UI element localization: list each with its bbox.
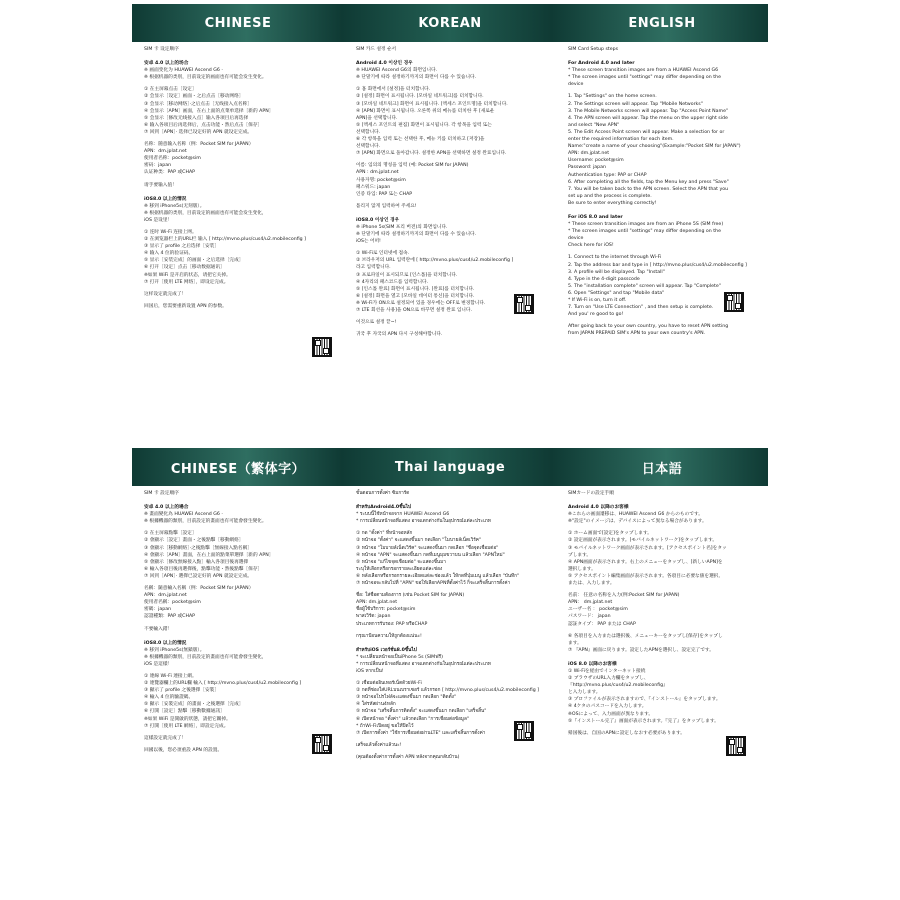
- instruction-line: Check here for iOS!: [568, 243, 614, 249]
- instruction-line: set up and the process is complete.: [568, 193, 652, 199]
- instruction-line: ชื่อผู้ใช้บริการ: pocket@sim: [356, 607, 416, 613]
- section-heading: iOS8.0 以上的情況: [144, 640, 187, 646]
- instruction-line: ③ 프로파일이 표시되므로 [인스톨]을 터치합니다.: [356, 272, 458, 278]
- column-english: [556, 42, 768, 338]
- instruction-line: * การเปลี่ยนหน้าจอที่แสดง อาจแตกต่างกันในอุปกรณ์แต่ละประเภท: [356, 661, 491, 667]
- instruction-line: 6. After completing all the fields, tap the Menu key and press "Save": [568, 179, 729, 185]
- header-thai: Thai language: [394, 459, 506, 475]
- instruction-line: ⑥ หลังเลือกหรือกรอกรายละเอียดแต่ละช่องแล้ว ให้กดที่ปุ่มเมนู แล้วเลือก "บันทึก": [356, 573, 520, 579]
- section-heading: Android 4.0 以降のお客様: [568, 505, 629, 511]
- instruction-line: ② หน้าจอ "ตั้งค่า" จะแสดงขึ้นมา กดเลือก "โมบายล์เน็ตเวิร์ค": [356, 538, 482, 544]
- instruction-line: ⑦ หน้าจอจะกลับไปที่ "APN" ขอให้เลือกAPNที่ตั้งค่าไว้ ก็จะเสร็จสิ้นการตั้งค่า: [356, 581, 511, 587]
- instruction-line: ⑥ 打开［设定］点击［移动数据通讯］: [144, 265, 225, 271]
- instruction-line: 選択します。: [568, 566, 596, 572]
- instruction-line: ⑦ [APN] 화면으로 돌아갑니다. 설정한 APN을 선택하면 설정 완료입니다.: [356, 151, 507, 157]
- instruction-line: * The screen images until "settings" may differ depending on the: [568, 229, 721, 235]
- instruction-line: 라고 입력합니다.: [356, 265, 391, 271]
- instruction-line: ※ 단말기에 따라 설정하기까지의 화면이 다를 수 있습니다.: [356, 75, 476, 81]
- language-header-band: [132, 4, 768, 42]
- spacer: [568, 207, 760, 212]
- instruction-line: ② 会显示［设定］画面・之后点击［移动网络］: [144, 94, 244, 100]
- instruction-line: 回国后，您需要重新设置 APN 的参数。: [144, 303, 227, 309]
- instruction-line: ⑤ 會顯示［修改無線接入點］輸入各項目後再選擇: [144, 559, 249, 565]
- instruction-line: iOS 是這樣！: [144, 661, 173, 667]
- instruction-line: ※ 根据机器的类别，目前设定的画面也有可能会发生变化，: [144, 210, 267, 216]
- instruction-line: ④ 会显示［APN］画面，在右上面的点菜单选择［新的 APN］: [144, 108, 274, 114]
- instruction-line: APN：dm.jplat.net: [144, 149, 187, 155]
- instruction-line: 2. The Settings screen will appear. Tap "Mobile Networks": [568, 101, 703, 107]
- instruction-line: APN]을 선택합니다.: [356, 115, 398, 121]
- header-chinese-traditional: CHINESE（繁体字）: [170, 461, 306, 477]
- instruction-line: 7. You will be taken back to the APN screen. Select the APN that you: [568, 186, 729, 192]
- instruction-line: 선택합니다.: [356, 129, 381, 135]
- instruction-line: 7. Turn on "Use LTE Connection" , and then setup is complete.: [568, 305, 714, 311]
- instruction-line: ① Wi-Fiを経由でインターネット接続: [568, 668, 646, 674]
- instruction-line: ※ 移到 iPhone5s(无刻版）。: [144, 203, 205, 209]
- spacer: [144, 189, 336, 194]
- instruction-line: ます。: [568, 640, 582, 646]
- instruction-line: * These screen transition images are from a HUAWEI Ascend G6: [568, 68, 719, 74]
- instruction-line: ⑥ 輸入各項目後再選擇後，點擊功能・然後點擊［保存］: [144, 566, 263, 572]
- instruction-line: ※ 画面变化为 HUAWEI Ascend G6 ·: [144, 68, 223, 74]
- instruction-line: ③ [모바일 네트워크] 화면이 표시됩니다. [액세스 포인트명]을 터치합니다.: [356, 101, 508, 107]
- instruction-line: * If Wi-Fi is on, turn it off.: [568, 298, 627, 303]
- instruction-line: ① เชื่อมต่ออินเทอร์เน็ตด้วยWi-Fi: [356, 681, 422, 687]
- instruction-line: iOS는 어떠!: [356, 239, 381, 245]
- instruction-line: ⑤ [액세스 포인트의 편집] 화면이 표시됩니다. 각 항목을 입력 또는: [356, 122, 492, 128]
- instruction-line: * ถ้าWi-Fiเปิดอยู่ ขอให้ปิดไว้: [356, 723, 414, 729]
- instruction-line: Name:"create a name of your choosing"(Example:"Pocket SIM for JAPAN"): [568, 144, 741, 150]
- instruction-sheet-top: [132, 4, 768, 338]
- qr-code-icon: [514, 294, 534, 314]
- instruction-line: ⑦ 打開［使用 LTE 網絡］，即設定完成。: [144, 723, 229, 729]
- instruction-line: ③ プロファイルが表示されますので、『インストール』をタップします。: [568, 697, 721, 703]
- spacer: [356, 53, 548, 58]
- instruction-line: * จะเปลี่ยนหน้าจอเป็นiPhone 5s (SIMฟรี): [356, 654, 443, 660]
- instruction-line: Username: pocket@sim: [568, 158, 624, 164]
- section-heading: iOS 8.0 以降のお客様: [568, 661, 617, 667]
- instruction-line: device: [568, 82, 584, 88]
- instruction-line: ⑦ 回到［APN］· 选择已设定好的 APN 就设定完成。: [144, 129, 253, 135]
- column-japanese: [556, 486, 768, 761]
- instruction-line: ※如果 WiFi 是開啟的狀態，請把它關掉。: [144, 716, 231, 722]
- section-heading: 安卓 4.0 以上的場合: [144, 505, 189, 511]
- instruction-line: ⑦ 打开［使用 LTE 网络］，即设定完成。: [144, 279, 229, 285]
- instruction-line: ① กด "ตั้งค่า" ที่หน้าจอหลัก: [356, 531, 413, 537]
- instruction-line: ④ 4ケタのパスコードを入力します。: [568, 704, 647, 710]
- instruction-line: 这样设定就完成了！: [144, 291, 187, 297]
- instruction-line: 認証タイプ： PAP または CHAP: [568, 621, 636, 627]
- instruction-line: ④ 4자리의 패스코드를 입력합니다.: [356, 279, 429, 285]
- instruction-line: 密码：japan: [144, 163, 172, 169]
- instruction-line: 이름: 임의의 명칭을 입력 (예: Pocket SIM for JAPAN): [356, 163, 469, 169]
- instruction-line: 请手要输入值！: [144, 182, 177, 188]
- column-chinese-traditional: [132, 486, 344, 761]
- instruction-line: ③ หน้าจอ "โมบายล์เน็ตเวิร์ค" จะแสดงขึ้นมา กดเลือก "ชื่อจุดเชื่อมต่อ": [356, 545, 499, 551]
- column-chinese-simplified: [132, 42, 344, 338]
- column-korean: [344, 42, 556, 338]
- instruction-line: ⑤『インストール完了』画面が表示されます。『完了』をタップします。: [568, 718, 719, 724]
- instruction-line: 認證種類：PAP 或CHAP: [144, 614, 196, 620]
- instruction-line: SIM Card Setup steps: [568, 47, 619, 52]
- instruction-line: 密碼：japan: [144, 607, 172, 613]
- instruction-line: ① ホーム画面で[設定]をタップします。: [568, 531, 652, 537]
- qr-code-icon: [724, 292, 744, 312]
- instruction-line: ※ 根據機器的類別，目前設定的畫面也有可能會發生變化。: [144, 519, 267, 525]
- instruction-line: 1. Tap "Settings" on the home screen.: [568, 94, 657, 100]
- instruction-line: ※ 단말기에 따라 설정하기까지의 화면이 다를 수 있습니다.: [356, 232, 476, 238]
- header-english: ENGLISH: [628, 15, 696, 31]
- instruction-line: 사용자명: pocket@sim: [356, 177, 406, 183]
- instruction-line: iOS หากเป็น!: [356, 668, 384, 674]
- instruction-line: ② ブラウザのURL入力欄をタップし、: [568, 676, 649, 682]
- instruction-line: Password: japan: [568, 165, 606, 171]
- instruction-line: 선택합니다.: [356, 144, 381, 150]
- instruction-line: SIMカードの設定手順: [568, 491, 614, 496]
- instruction-line: ① 连时 Wi-Fi 连接上网。: [144, 229, 197, 235]
- instruction-line: 4. The APN screen will appear. Tap the menu on the upper right side: [568, 115, 728, 121]
- instruction-line: ① 在主屏幕点击［设定］: [144, 87, 197, 93]
- instruction-line: ① Wi-Fi로 인터넷에 접속.: [356, 251, 410, 257]
- instruction-line: 3. A profile will be displayed. Tap "Install": [568, 269, 665, 275]
- instruction-line: ⑥ 打開［設定］點擊［移動數據通訊］: [144, 709, 225, 715]
- instruction-line: * These screen transition images are from an iPhone 5S (SIM free): [568, 222, 724, 228]
- spacer: [356, 497, 548, 502]
- instruction-line: ※ 根據機器的類別，目前設定的畫面也有可能會發生變化，: [144, 654, 267, 660]
- spacer: [144, 53, 336, 58]
- instruction-line: and select "New APN": [568, 122, 620, 128]
- instruction-line: * การเปลี่ยนหน้าจอที่แสดง อาจแตกต่างกันในอุปกรณ์แต่ละประเภท: [356, 519, 491, 525]
- instruction-line: 패스워드: japan: [356, 184, 391, 190]
- section-heading: Android 4.0 이상인 경우: [356, 61, 413, 67]
- instruction-line: ③ 顯示了 profile 之後選擇［安裝］: [144, 688, 220, 694]
- instruction-line: SIM 카드 설정 순서: [356, 47, 397, 52]
- instruction-line: ⑥ 输入各项目后再选择后，点击功能・然后点击［保存］: [144, 122, 263, 128]
- instruction-line: または、入力します。: [568, 581, 615, 587]
- qr-code-icon: [726, 736, 746, 756]
- instruction-line: APN: dm.jplat.net: [356, 600, 398, 606]
- instruction-line: ⑦ 回到［APN］· 選擇已設定好的 APN 就設定完成。: [144, 573, 253, 579]
- instruction-line: ※ iPhone 5s(SIM 프리 버전)의 화면입니다.: [356, 224, 448, 230]
- instruction-line: 认证种类：PAP 或CHAP: [144, 170, 196, 176]
- instruction-line: ④ 输入 4 位的验证码。: [144, 251, 194, 257]
- instruction-line: ⑤ 会显示［修改无线接入点］输入各项目后再选择: [144, 115, 249, 121]
- instruction-line: 틀리지 않게 입력하여 주세요!: [356, 203, 417, 209]
- instruction-line: ④ 輸入 4 位的驗證碼。: [144, 695, 194, 701]
- instruction-line: ② 在浏览器栏上的URL栏 输入 [ http://mvno.plus/cus4/u2.mobileconfig ]: [144, 237, 306, 243]
- header-korean: KOREAN: [418, 15, 482, 31]
- instruction-line: 3. The Mobile Networks screen will appear. Tap "Access Point Name": [568, 108, 729, 114]
- instruction-line: ⑥ เปิดหน้าจอ "ตั้งค่า" แล้วกดเลือก "การเชื่อมต่อข้อมูล": [356, 716, 470, 722]
- instruction-line: ประเภทการรับรอง: PAP หรือCHAP: [356, 621, 428, 627]
- instruction-line: APN：dm.jplat.net: [144, 593, 187, 599]
- instruction-line: ※如果 WiFi 是开启的状态，请把它关掉。: [144, 272, 231, 278]
- instruction-line: ② 브라우저의 URL 입력란에 [ http://mvno.plus/cus4/u2.mobileconfig ]: [356, 258, 514, 264]
- instruction-line: ⑤ หน้าจอ "เสร็จสิ้นการติดตั้ง" จะแสดงขึ้นมา กดเลือก "เสร็จสิ้น": [356, 709, 487, 715]
- instruction-line: ⑤ [인스톨 완료] 화면이 표시됩니다. [완료]를 터치합니다.: [356, 286, 475, 292]
- instruction-line: And you' re good to go!: [568, 312, 624, 318]
- instruction-line: * The screen images until "settings" may differ depending on the: [568, 75, 721, 81]
- instruction-line: enter the required information for each item.: [568, 137, 674, 143]
- instruction-line: ユーザー名 ： pocket@sim: [568, 607, 628, 613]
- instruction-line: เสร็จแล้วตั้งค่าแล้วนะ!: [356, 742, 402, 748]
- instruction-line: ⑥ [설정] 화면을 열고 [모바일 데이터 통신]을 터치합니다.: [356, 293, 475, 299]
- instruction-line: ⑤ 顯示［安裝完成］的畫面・之後選擇［完成］: [144, 702, 244, 708]
- instruction-line: APN: dm.jplat.net: [568, 151, 610, 157]
- instruction-line: 這樣設定就完成了！: [144, 735, 187, 741]
- instruction-line: 『http://mvno.plus/cus4/u2.mobileconfig』: [568, 683, 668, 689]
- instruction-line: 4. Type in the 4-digit passcode: [568, 276, 640, 282]
- instruction-line: 回國以後，您必須重設 APN 的設置。: [144, 747, 223, 753]
- qr-code-icon: [312, 734, 332, 754]
- header-chinese: CHINESE: [204, 15, 272, 31]
- spacer: [144, 497, 336, 502]
- instruction-line: ② 連覽器欄上的URL欄 輸入 [ http://mvno.plus/cus4/u2.mobileconfig ]: [144, 681, 302, 687]
- section-heading: 安卓 4.0 以上的场合: [144, 61, 189, 67]
- instruction-line: ⑦ เปิดการตั้งค่า "ใช้การเชื่อมต่อผ่านLTE" และเสร็จสิ้นการตั้งค่า: [356, 730, 486, 736]
- instruction-line: と入力します。: [568, 690, 601, 696]
- section-heading: สำหรับAndroid4.0ขึ้นไป: [356, 505, 411, 511]
- instruction-line: ※これらの画面遷移は、HUAWEI Ascend G6 からのものです。: [568, 512, 703, 518]
- instruction-line: ② 會顯示［設定］畫面・之後點擊［移動網絡］: [144, 538, 244, 544]
- instruction-line: ① 連線 Wi-Fi 連接上網。: [144, 673, 197, 679]
- instruction-line: ④ APN画面が表示されます。右上のメニューをタップし、[新しいAPN]を: [568, 559, 723, 565]
- instruction-line: 名前： 任意の名称を入力(例:Pocket SIM for JAPAN): [568, 593, 680, 599]
- instruction-line: Be sure to enter everything correctly!: [568, 200, 657, 206]
- section-heading: สำหรับiOS เวอร์ชั่น8.0ขึ้นไป: [356, 647, 417, 653]
- instruction-line: ④ ใส่รหัสผ่าน4หลัก: [356, 702, 396, 708]
- instruction-line: ③ 会显示［移动网络］·之后点击［无线接入点名称］: [144, 101, 252, 107]
- instruction-line: 名称：随意输入名称（例：Pocket SIM for JAPAN）: [144, 142, 254, 148]
- instruction-line: 5. The Edit Access Point screen will appear. Make a selection for or: [568, 129, 725, 135]
- instruction-line: ⑤ หน้าจอ "แก้ไขจุดเชื่อมต่อ" จะแสดงขึ้นมา: [356, 559, 446, 565]
- qr-code-icon: [514, 721, 534, 741]
- instruction-line: パスワード： japan: [568, 614, 611, 620]
- instruction-line: ④ 會顯示［APN］畫面，在右上面的點菜單選擇［新的 APN］: [144, 552, 274, 558]
- instruction-line: ③ 显示了 profile 之后选择［安装］: [144, 244, 220, 250]
- instruction-line: พาสเวิร์ด: japan: [356, 614, 391, 620]
- instruction-line: ชื่อ: ใส่ชื่อตามต้องการ (เช่น Pocket SIM for JAPAN): [356, 593, 465, 599]
- instruction-line: ⑥ 각 항목을 입력 또는 선택한 후, 메뉴 키를 터치하고 [저장]을: [356, 137, 485, 143]
- instruction-line: ⑤ アクセスポイント編集画面が表示されます。各項目に必要な値を選択、: [568, 573, 724, 579]
- section-heading: For iOS 8.0 and later: [568, 214, 623, 220]
- instruction-line: ⑦ LTE 회선을 사용]을 ON으로 바꾸면 설정 완료 입니다.: [356, 308, 472, 313]
- instruction-line: APN : dm.jplat.net: [356, 170, 399, 176]
- spacer: [568, 497, 760, 502]
- instruction-line: ※ 移到 iPhone5s(無鎖版）。: [144, 647, 205, 653]
- instruction-line: ⑤ 显示［安装完成］的画面・之后选择［完成］: [144, 258, 244, 264]
- instruction-line: ② กดที่ช่องใส่URLบนเบราเซอร์ แล้วกรอก [ http://mvno.plus/cus4/u2.mobileconfig ]: [356, 688, 540, 694]
- instruction-line: ※OSによって、入力画面が異なります。: [568, 711, 654, 717]
- instruction-line: ⑦ 『APN』画面に戻ります。設定したAPNを選択し、設定完了です。: [568, 647, 714, 653]
- spacer: [568, 53, 760, 58]
- instruction-line: 5. The "installation complete" screen will appear. Tap "Complete": [568, 283, 721, 289]
- instruction-line: 使用者名稱：pocket@sim: [144, 600, 201, 606]
- instruction-line: ③ モバイルネットワーク画面が表示されます。[アクセスポイント名]をタッ: [568, 545, 727, 551]
- column-thai: [344, 486, 556, 761]
- instruction-line: ※ Wi-Fi가 ON으로 설정되어 있을 경우에는 OFF로 변경합니다.: [356, 300, 486, 306]
- instruction-sheet-bottom: [132, 448, 768, 761]
- instruction-line: SIM 卡 设定顺序: [144, 47, 179, 52]
- instruction-line: (คุณต้องตั้งค่าการตั้งค่า APN หลังจากคุณกลับบ้าน): [356, 754, 460, 760]
- instruction-line: ระบุให้เลือกหรือกรอกรายละเอียดแต่ละช่อง: [356, 566, 443, 572]
- instruction-line: プします。: [568, 552, 592, 558]
- language-header-band: [132, 448, 768, 486]
- section-heading: For Android 4.0 and later: [568, 61, 635, 67]
- instruction-line: 이것으로 설정 끝~!: [356, 320, 397, 326]
- spacer: [356, 640, 548, 645]
- instruction-line: ② 設定画面が表示されます。[モバイルネットワーク]をタップします。: [568, 538, 718, 544]
- section-heading: iOS8.0 以上的情况: [144, 196, 187, 202]
- instruction-line: 귀국 후 자국의 APN 다시 구성해야합니다.: [356, 332, 443, 338]
- instruction-line: ※ HUAWEI Ascend G6의 화면입니다.: [356, 68, 438, 74]
- qr-code-icon: [312, 337, 332, 357]
- instruction-line: ④ หน้าจอ "APN" จะแสดงขึ้นมา กดที่เมนูมุมขวาบน แล้วเลือก "APNใหม่": [356, 552, 505, 558]
- instruction-line: ① 在主屏幕點擊［設定］: [144, 531, 197, 537]
- instruction-line: 使用者名称：pocket@sim: [144, 156, 201, 162]
- instruction-line: ② [설정] 화면이 표시됩니다. [모바일 네트워크]를 터치합니다.: [356, 94, 484, 100]
- instruction-line: กรุณาป้อนความให้ถูกต้องแน่นะ!: [356, 633, 422, 639]
- instruction-line: ④ [APN] 화면이 표시됩니다. 오른쪽 위의 메뉴를 터치한 후 [새로운: [356, 108, 495, 114]
- instruction-line: 不要輸入錯！: [144, 626, 173, 632]
- instruction-line: ① 홈 화면에서 [설정]을 터치합니다.: [356, 87, 431, 93]
- instruction-line: 인증 타입: PAP 또는 CHAP: [356, 191, 413, 197]
- instruction-line: ⑥ 各項目を入力または選択後、メニューキーをタップし[保存]をタップし: [568, 633, 723, 639]
- instruction-line: ③ หน้าจอโปรไฟล์จะแสดงขึ้นมา กดเลือก "ติดตั้ง": [356, 695, 457, 701]
- instruction-line: from JAPAN PREPAID SIM's APN to your own country's APN.: [568, 331, 706, 337]
- instruction-line: ③ 會顯示［移動網絡］·之後點擊［無線接入點名稱］: [144, 545, 252, 551]
- header-japanese: 日本語: [641, 461, 683, 477]
- instruction-line: 名稱：隨意輸入名稱（例：Pocket SIM for JAPAN）: [144, 586, 254, 592]
- instruction-line: 2. Tap the address bar and type in [ http://mvno.plus/cus4/u2.mobileconfig ]: [568, 262, 747, 268]
- instruction-line: 1. Connect to the internet through Wi-Fi: [568, 255, 662, 261]
- spacer: [144, 633, 336, 638]
- spacer: [568, 654, 760, 659]
- section-heading: iOS8.0 이상인 경우: [356, 217, 400, 223]
- instruction-line: iOS 是设里！: [144, 217, 173, 223]
- instruction-line: ※"設定"のイメージは、デバイスによって異なる場合があります。: [568, 519, 707, 525]
- instruction-line: ขั้นตอนการตั้งค่า ซิมการ์ด: [356, 491, 410, 496]
- instruction-line: Authentication type: PAP or CHAP: [568, 172, 647, 178]
- instruction-line: device: [568, 236, 584, 242]
- instruction-line: ※ 畫面變化為 HUAWEI Ascend G6 ·: [144, 512, 223, 518]
- instruction-line: 帰国後は、自国のAPNに設定しなおす必要があります。: [568, 730, 685, 736]
- instruction-line: APN： dm.jplat.net: [568, 600, 613, 606]
- spacer: [356, 210, 548, 215]
- instruction-line: * ระบบนี้ใช้หน้าจอจาก HUAWEI Ascend G6: [356, 512, 450, 518]
- instruction-line: SIM 卡 設定順序: [144, 491, 179, 496]
- instruction-line: After going back to your own country, you have to reset APN setting: [568, 324, 729, 330]
- instruction-line: ※ 根据机器的类别，目前设定的画面也有可能会发生变化。: [144, 75, 267, 81]
- instruction-line: 6. Open "Settings" and tap "Mobile data": [568, 290, 665, 296]
